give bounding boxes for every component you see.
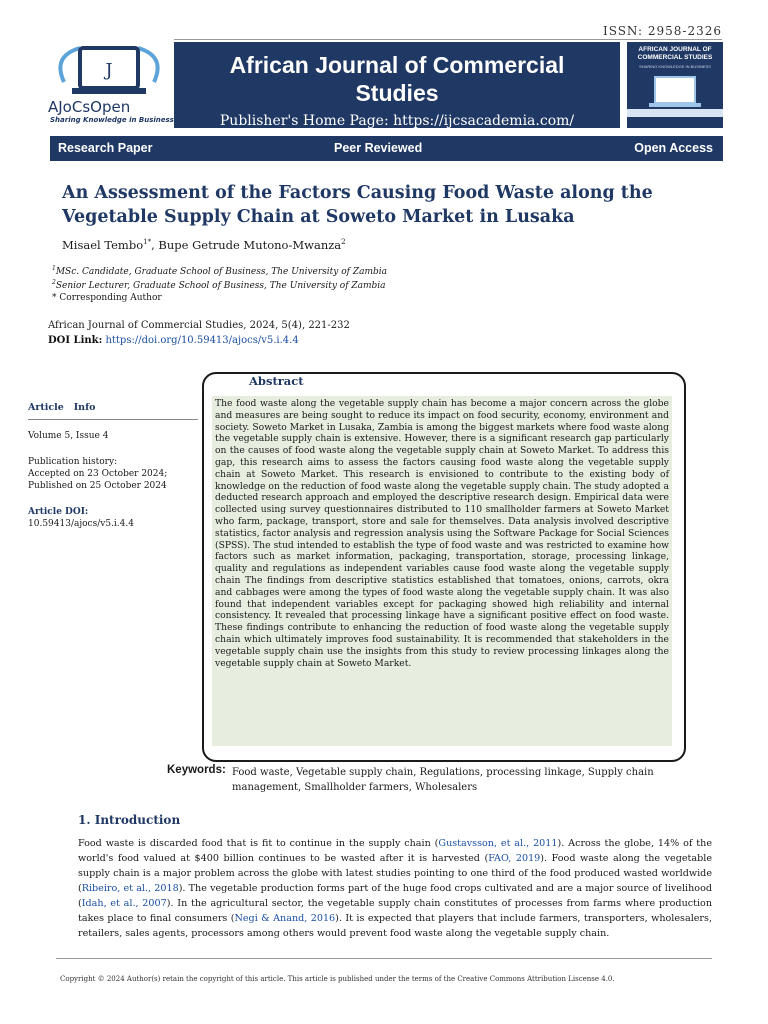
peer-reviewed-label: Peer Reviewed [334,141,423,155]
doi-label: DOI Link: [48,335,103,346]
research-paper-label: Research Paper [58,141,153,155]
volume-issue: Volume 5, Issue 4 [28,431,109,441]
footer-divider [56,958,712,959]
ref-negi[interactable]: Negi & Anand, 2016 [234,913,336,924]
copyright-notice: Copyright © 2024 Author(s) retain the copyright of this article. This article is published under the terms of the Creative Commons Attribution Liscense 4.0. [60,975,615,983]
logo-tagline: Sharing Knowledge in Business [50,116,174,124]
abstract-heading: Abstract [249,374,304,388]
abstract-text: The food waste along the vegetable supply chain has become a major concern across the globe and measures are being sought to reduce its impact on food security, economy, environment and society. Soweto Market in Lusaka, Zambia is among the biggest markets where food waste along the vegetable supply chain is extensive. However, there is a significant research gap particularly on the causes of food waste along the vegetable supply chain at Soweto Market. To address this gap, this research aims to assess the factors causing food waste along the vegetable supply chain at Soweto Market. This research is envisioned to contribute to the existing body of knowledge on the reduction of food waste along the vegetable supply chain. The study adopted a deducted research approach and employed the descriptive research design. Empirical data were collected using survey questionnaires distributed to 110 smallholder farmers at Soweto Market who farm, package, transport, store and sale for themselves. Data analysis involved descriptive statistics, factor analysis and regression analysis using the Software Package for Social Sciences (SPSS). The stud intended to establish the type of food waste and was restricted to examine how factors such as market information, packaging, transportation, storage, processing linkage, quality and regulations as independent variables cause food waste along the vegetable supply chain The findings from descriptive statistics established that tomatoes, onions, carrots, okra and cabbages were among the types of food waste along the vegetable supply chain. It was also found that independent variables except for packaging showed high reliability and internal consistency. It revealed that processing linkage have a significant positive effect on food waste. These findings contribute to enhancing the reduction of food waste along the vegetable supply chain which ultimately improves food sustainability. It is recommended that stakeholders in the vegetable supply chain use the insights from this study to review processing linkages along the vegetable supply chain at Soweto Market. [212,396,672,746]
logo-letter: J [105,60,113,81]
doi-link[interactable]: https://doi.org/10.59413/ajocs/v5.i.4.4 [105,335,299,346]
introduction-paragraph: Food waste is discarded food that is fit to continue in the supply chain (Gustavsson, et al., 2011). Across the globe, 14% of the world's food valued at $400 billion continues to be wasted after it is harvested (FAO, 2019). Food waste along the vegetable supply chain is a major problem across the globe with latest studies pointing to one third of the food produced wasted worldwide (Ribeiro, et al., 2018). The vegetable production forms part of the huge food crops cultivated and are a major source of livelihood (Idah, et al., 2007). In the agricultural sector, the vegetable supply chain constitutes of processes from farms where production takes place to final consumers (Negi & Anand, 2016). It is expected that players that include farmers, transporters, wholesalers, retailers, sales agents, processors among others would prevent food waste along the vegetable supply chain. [78,838,713,939]
issn: ISSN: 2958-2326 [602,24,722,38]
issn-divider [174,39,722,40]
keywords-text: Food waste, Vegetable supply chain, Regulations, processing linkage, Supply chain management, Smallholder farmers, Wholesalers [232,767,654,793]
article-doi: 10.59413/ajocs/v5.i.4.4 [28,519,134,529]
article-type-bar [50,136,723,161]
cover-subtitle: SHARING KNOWLEDGE IN BUSINESS [639,64,711,69]
ref-ribeiro[interactable]: Ribeiro, et al., 2018 [81,883,179,894]
author-2: , Bupe Getrude Mutono-Mwanza [151,238,342,252]
cover-laptop-icon [627,69,723,117]
ref-fao[interactable]: FAO, 2019 [488,853,541,864]
accepted-date: Accepted on 23 October 2024; [28,469,168,479]
authors [62,238,346,252]
corresponding-author-note: * Corresponding Author [52,293,162,303]
ref-idah[interactable]: Idah, et al., 2007 [81,898,167,909]
journal-title-line1: African Journal of Commercial [229,52,565,78]
title-line1: An Assessment of the Factors Causing Food Waste along the [62,183,653,203]
author-1-sup: 1* [143,238,152,247]
journal-cover-thumbnail [627,42,723,128]
logo-name: AJoCsOpen [48,98,131,116]
title-line2: Vegetable Supply Chain at Soweto Market in Lusaka [62,207,575,227]
article-info-divider [28,419,198,420]
author-1: Misael Tembo [62,238,144,252]
journal-banner [174,42,620,128]
article-doi-label: Article DOI: [28,507,89,517]
published-date: Published on 25 October 2024 [28,481,167,491]
journal-title-line2: Studies [355,80,439,106]
introduction-heading: 1. Introduction [78,813,181,827]
publication-history-label: Publication history: [28,457,118,467]
cover-title: AFRICAN JOURNAL OF COMMERCIAL STUDIES [637,46,713,61]
article-info-heading: Article Info [28,402,96,413]
affiliation-2: $^2$Senior Lecturer, Graduate School of Business, The University of Zambia [52,279,386,291]
ref-gustavsson[interactable]: Gustavsson, et al., 2011 [438,838,558,849]
author-2-sup: 2 [341,238,346,247]
affiliation-1: $^1$MSc. Candidate, Graduate School of Business, The University of Zambia [52,265,387,277]
citation: African Journal of Commercial Studies, 2024, 5(4), 221-232 [48,320,350,331]
publisher-home-link[interactable]: Publisher's Home Page: https://ijcsacademia.com/ [219,113,575,129]
open-access-label: Open Access [634,141,713,155]
article-title [62,181,722,229]
keywords-label: Keywords: [167,764,226,776]
doi-line [48,335,299,346]
